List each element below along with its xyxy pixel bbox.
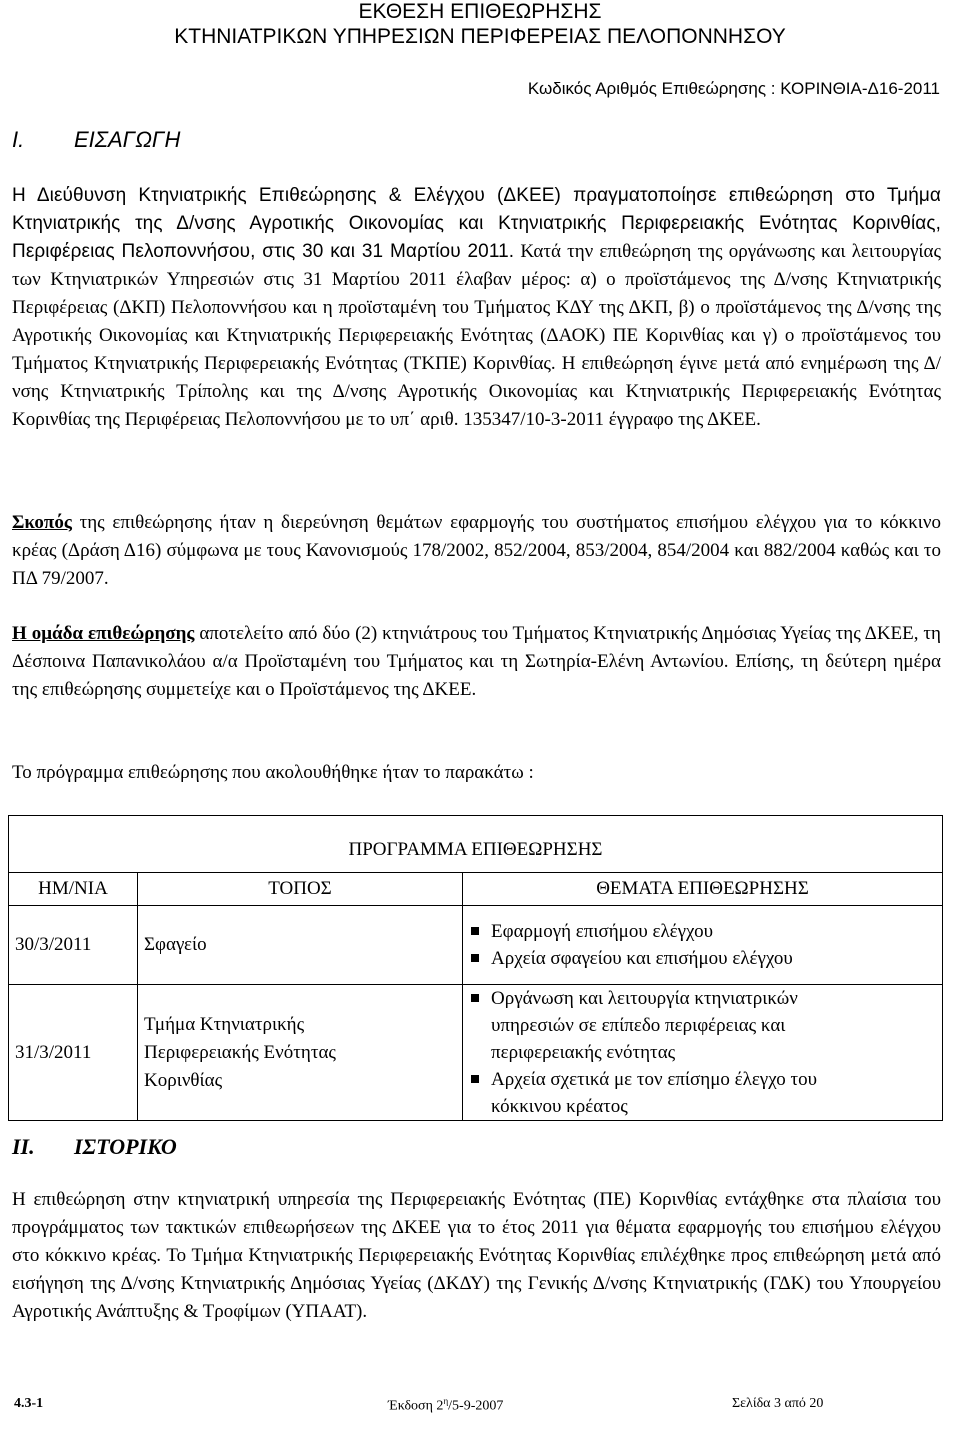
list-item: Αρχεία σχετικά με τον επίσημο έλεγχο του κόκκινου κρέατος (469, 1066, 849, 1120)
square-bullet-icon (471, 954, 479, 962)
list-item: Εφαρμογή επισήμου ελέγχου (469, 918, 936, 945)
square-bullet-icon (471, 927, 479, 935)
team-text: αποτελείτο από δύο (2) κτηνιάτρους του Τμήματος Κτηνιατρικής Δημόσιας Υγείας της ΔΚΕΕ, τη Δέσποινα Παπανικολάου α/α Προϊσταμένη του Τμήματος και τη Σωτηρία-Ελένη Αντωνίου. Επίσης, τη δεύτερη ημέρα της επιθεώρησης συμμετείχε και ο Προϊστάμενος της ΔΚΕΕ. (12, 623, 941, 700)
footer-page-number: Σελίδα 3 από 20 (732, 1396, 824, 1411)
intro-paragraph (12, 182, 941, 434)
purpose-label: Σκοπός (12, 512, 72, 533)
row-date: 30/3/2011 (9, 906, 138, 985)
footer-code: 4.3-1 (14, 1396, 44, 1411)
row-topics (463, 985, 943, 1121)
purpose-text: της επιθεώρησης ήταν η διερεύνηση θεμάτων εφαρμογής του συστήματος επισήμου ελέγχου για το κόκκινο κρέας (Δράση Δ16) σύμφωνα με τους Κανονισμούς 178/2002, 852/2004, 853/2004, 854/2004 και 882/2004 καθώς και το ΠΔ 79/2007. (12, 512, 941, 589)
intro-sentence-2: Κατά την επιθεώρηση της οργάνωσης και λειτουργίας των Κτηνιατρικών Υπηρεσιών στις 31 Μαρτίου 2011 έλαβαν μέρος: α) ο προϊστάμενος της Δ/νσης Κτηνιατρικής Περιφέρειας (ΔΚΠ) Πελοποννήσου και η προϊσταμένη του Τμήματος ΚΔΥ της ΔΚΠ, β) ο προϊστάμενος της Δ/νσης της Αγροτικής Οικονομίας και Κτηνιατρικής Περιφερειακής Ενότητας (ΔΑΟΚ) ΠΕ Κορινθίας και γ) ο προϊστάμενος του Τμήματος Κτηνιατρικής Περιφερειακής Ενότητας (ΤΚΠΕ) Κορινθίας. Η επιθεώρηση έγινε μετά από ενημέρωση της Δ/νσης Κτηνιατρικής Τρίπολης και της Δ/νσης Αγροτικής Οικονομίας και Κτηνιατρικής Περιφερειακής Ενότητας Κορινθίας της Περιφέρειας Πελοποννήσου με το υπ΄ αριθ. 135347/10-3-2011 έγγραφο της ΔΚΕΕ. (12, 241, 942, 430)
list-item: Οργάνωση και λειτουργία κτηνιατρικών υπηρεσιών σε επίπεδο περιφέρειας και περιφερειακής ενότητας (469, 985, 849, 1066)
program-table (8, 815, 943, 1121)
table-row (9, 906, 943, 985)
history-paragraph: Η επιθεώρηση στην κτηνιατρική υπηρεσία της Περιφερειακής Ενότητας (ΠΕ) Κορινθίας εντάχθηκε στα πλαίσια του προγράμματος των τακτικών επιθεωρήσεων της ΔΚΕΕ για το έτος 2011 για θέματα εφαρμογής του επισήμου ελέγχου στο κόκκινο κρέας. Το Τμήμα Κτηνιατρικής Περιφερειακής Ενότητας Κορινθίας επιλέχθηκε προς επιθεώρηση μετά από εισήγηση της Δ/νσης Κτηνιατρικής Δημόσιας Υγείας (ΔΚΔΥ) της Γενικής Δ/νσης Κτηνιατρικής (ΓΔΚ) του Υπουργείου Αγροτικής Ανάπτυξης & Τροφίμων (ΥΠΑΑΤ). (12, 1189, 941, 1322)
purpose-paragraph (12, 509, 941, 593)
square-bullet-icon (471, 994, 479, 1002)
footer-edition: Έκδοση $2^\eta/5-9-2007$ (388, 1396, 504, 1414)
section-number: Ι. (12, 127, 25, 152)
program-table-title: ΠΡΟΓΡΑΜΜΑ ΕΠΙΘΕΩΡΗΣΗΣ (9, 816, 943, 873)
section-heading-history (12, 1134, 177, 1160)
row-topics (463, 906, 943, 985)
row-place: Τμήμα Κτηνιατρικής Περιφερειακής Ενότητας Κορινθίας (138, 985, 463, 1121)
section-number: ΙΙ. (12, 1134, 35, 1159)
report-title: ΕΚΘΕΣΗ ΕΠΙΘΕΩΡΗΣΗΣ (358, 0, 602, 23)
program-intro: Το πρόγραμμα επιθεώρησης που ακολουθήθηκε ήταν το παρακάτω : (12, 762, 534, 783)
team-paragraph (12, 620, 941, 704)
section-title: ΕΙΣΑΓΩΓΗ (74, 127, 181, 152)
square-bullet-icon (471, 1075, 479, 1083)
team-label: Η ομάδα επιθεώρησης (12, 623, 195, 644)
column-header-place: ΤΟΠΟΣ (138, 873, 463, 906)
list-item: Αρχεία σφαγείου και επισήμου ελέγχου (469, 945, 936, 972)
report-subtitle: ΚΤΗΝΙΑΤΡΙΚΩΝ ΥΠΗΡΕΣΙΩΝ ΠΕΡΙΦΕΡΕΙΑΣ ΠΕΛΟΠΟΝΝΗΣΟΥ (174, 25, 786, 48)
row-place: Σφαγείο (138, 906, 463, 985)
section-heading-introduction (12, 127, 180, 153)
column-header-topics: ΘΕΜΑΤΑ ΕΠΙΘΕΩΡΗΣΗΣ (463, 873, 943, 906)
column-header-date: ΗΜ/ΝΙΑ (9, 873, 138, 906)
section-title: ΙΣΤΟΡΙΚΟ (74, 1134, 177, 1159)
intro-sentence-1: Η Διεύθυνση Κτηνιατρικής Επιθεώρησης & Ελέγχου (ΔΚΕΕ) πραγματοποίησε επιθεώρηση στο Τμήμα Κτηνιατρικής της Δ/νσης Αγροτικής Οικονομίας και Κτηνιατρικής Περιφερειακής Ενότητας Κορινθίας, Περιφέρειας Πελοποννήσου, στις 30 και 31 Μαρτίου 2011. (12, 185, 941, 262)
table-row (9, 985, 943, 1121)
inspection-code: Κωδικός Αριθμός Επιθεώρησης : ΚΟΡΙΝΘΙΑ-Δ16-2011 (527, 79, 940, 98)
row-date: 31/3/2011 (9, 985, 138, 1121)
